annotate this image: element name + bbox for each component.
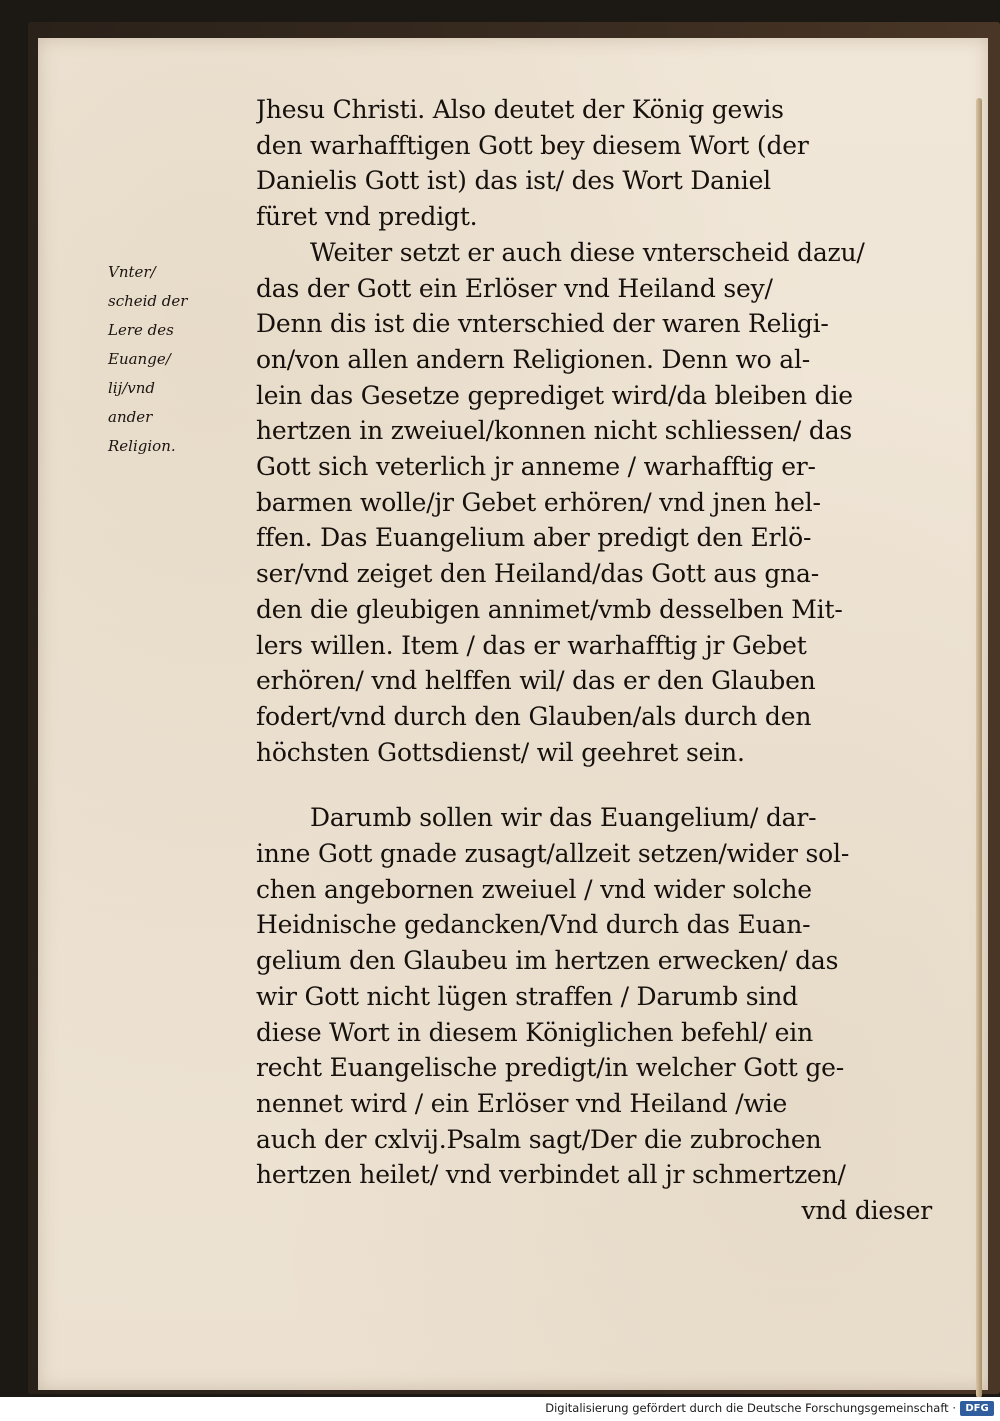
- text-line: chen angebornen zweiuel / vnd wider solche: [256, 874, 812, 904]
- footer-bar: [0, 1397, 1000, 1421]
- text-line: wir Gott nicht lügen straffen / Darumb sind: [256, 981, 798, 1011]
- margin-note-line: Euange/: [108, 350, 171, 368]
- text-line: höchsten Gottsdienst/ wil geehret sein.: [256, 737, 745, 767]
- paragraph-3: [256, 800, 938, 1193]
- margin-note-line: ander: [108, 408, 153, 426]
- margin-note-line: Lere des: [108, 321, 174, 339]
- footer-credit: Digitalisierung gefördert durch die Deutsche Forschungsgemeinschaft ·: [545, 1401, 956, 1415]
- text-line: barmen wolle/jr Gebet erhören/ vnd jnen hel-: [256, 487, 821, 517]
- margin-note: [108, 258, 248, 461]
- body-text: [256, 92, 938, 1229]
- text-line: gelium den Glaubeu im hertzen erwecken/ das: [256, 946, 839, 976]
- text-line: Danielis Gott ist) das ist/ des Wort Daniel: [256, 166, 771, 196]
- page-edge: [976, 98, 982, 1398]
- text-line: Jhesu Christi. Also deutet der König gewis: [256, 95, 784, 124]
- text-line: Heidnische gedancken/Vnd durch das Euan-: [256, 910, 811, 940]
- paragraph-1: [256, 92, 938, 235]
- text-line: nennet wird / ein Erlöser vnd Heiland /wie: [256, 1088, 788, 1118]
- text-line: auch der cxlvij.Psalm sagt/Der die zubrochen: [256, 1124, 822, 1154]
- text-line: inne Gott gnade zusagt/allzeit setzen/wider sol-: [256, 839, 850, 869]
- text-line: füret vnd predigt.: [256, 202, 478, 232]
- text-line: hertzen in zweiuel/konnen nicht schliessen/ das: [256, 416, 853, 446]
- paragraph-2: [256, 235, 938, 771]
- text-line: lers willen. Item / das er warhafftig jr Gebet: [256, 630, 807, 660]
- text-line: Gott sich veterlich jr anneme / warhafftig er-: [256, 452, 816, 482]
- text-line: den warhafftigen Gott bey diesem Wort (der: [256, 130, 809, 160]
- text-line: Weiter setzt er auch diese vnterscheid dazu/: [310, 237, 865, 267]
- text-line: diese Wort in diesem Königlichen befehl/ ein: [256, 1017, 813, 1047]
- text-line: lein das Gesetze geprediget wird/da bleiben die: [256, 380, 853, 410]
- text-line: ser/vnd zeiget den Heiland/das Gott aus gna-: [256, 559, 819, 589]
- text-line: das der Gott ein Erlöser vnd Heiland sey/: [256, 273, 773, 303]
- margin-note-line: lij/vnd: [108, 379, 156, 397]
- text-line: on/von allen andern Religionen. Denn wo al-: [256, 344, 811, 374]
- text-line: den die gleubigen annimet/vmb desselben Mit-: [256, 594, 843, 624]
- dfg-logo-icon: DFG: [960, 1401, 994, 1416]
- text-line: erhören/ vnd helffen wil/ das er den Glauben: [256, 666, 816, 696]
- text-line: Denn dis ist die vnterschied der waren Religi-: [256, 309, 829, 339]
- text-line: Darumb sollen wir das Euangelium/ dar-: [310, 803, 817, 833]
- text-line: ffen. Das Euangelium aber predigt den Erlö-: [256, 523, 812, 553]
- text-line: fodert/vnd durch den Glauben/als durch den: [256, 701, 812, 731]
- margin-note-line: Religion.: [108, 437, 176, 455]
- margin-note-line: scheid der: [108, 292, 188, 310]
- text-line: recht Euangelische predigt/in welcher Gott ge-: [256, 1053, 845, 1083]
- text-line: hertzen heilet/ vnd verbindet all jr schmertzen/: [256, 1160, 846, 1190]
- paragraph-gap: [256, 770, 938, 800]
- margin-note-line: Vnter/: [108, 263, 156, 281]
- catchword: vnd dieser: [801, 1196, 932, 1226]
